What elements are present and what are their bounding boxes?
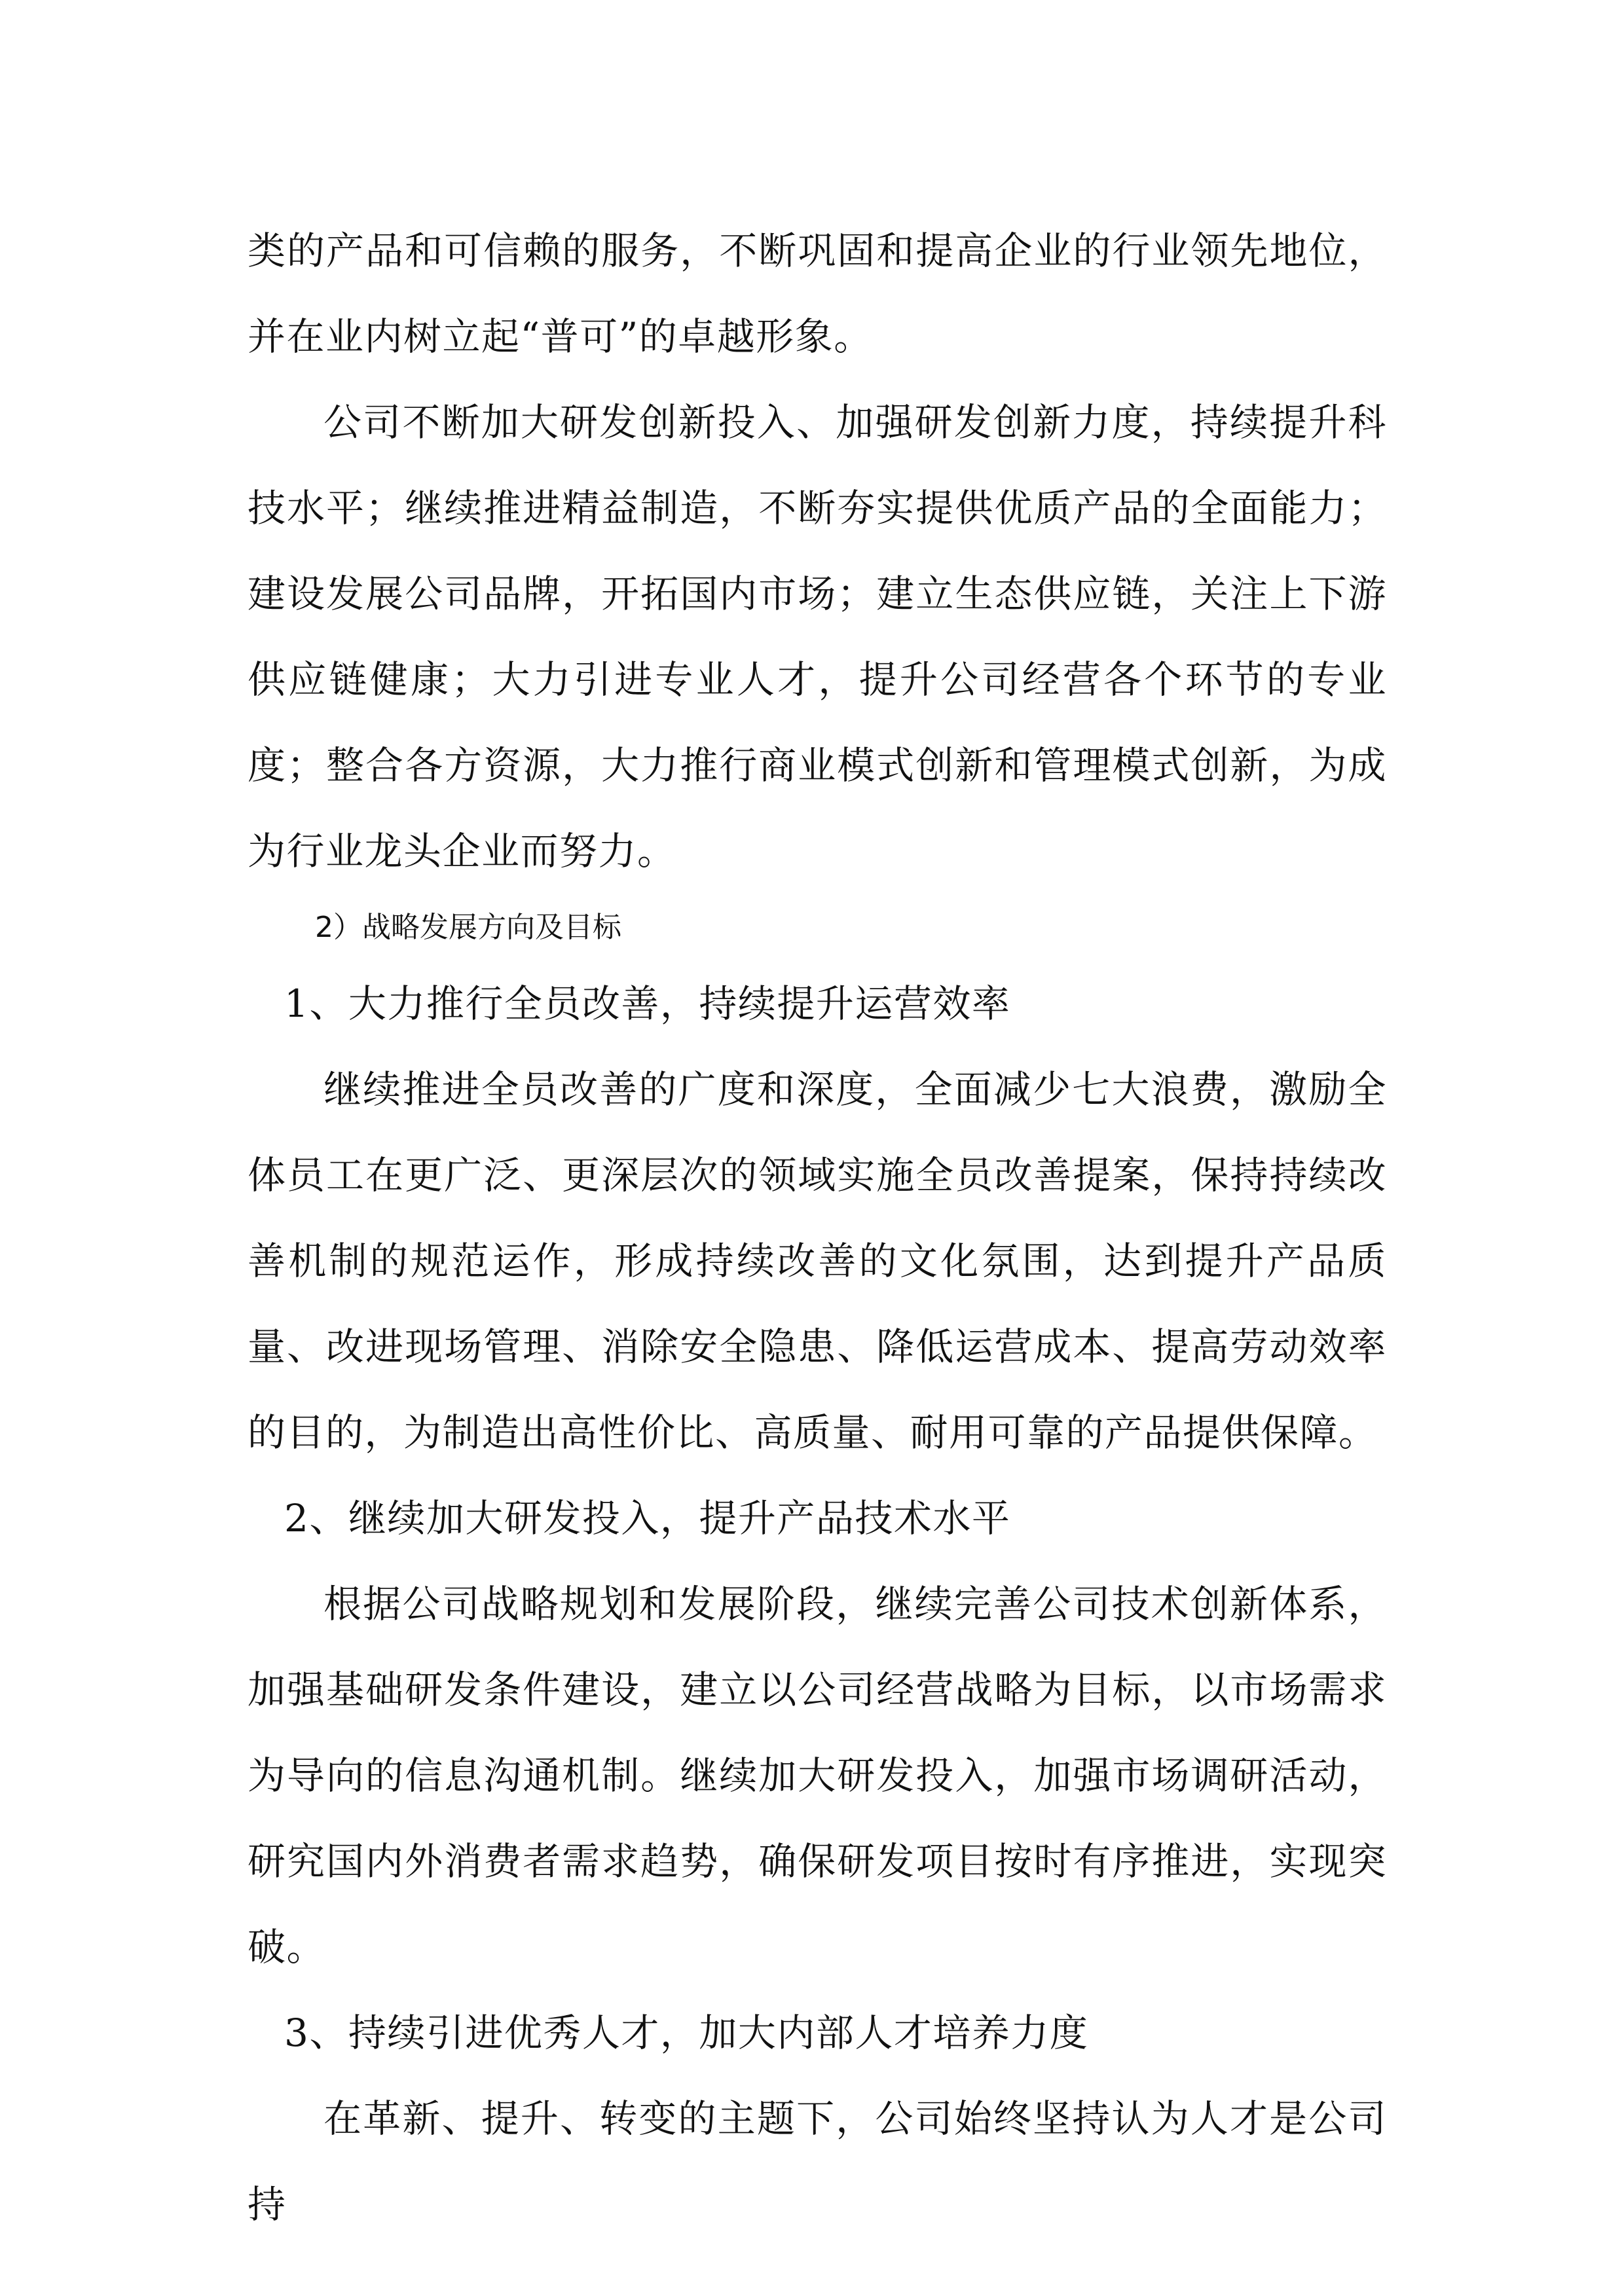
- section-subheading: 2）战略发展方向及目标: [315, 911, 621, 944]
- item-heading-2: 2、继续加大研发投入，提升产品技术水平: [284, 1496, 1011, 1540]
- paragraph-company-strategy: 公司不断加大研发创新投入、加强研发创新力度，持续提升科技水平；继续推进精益制造，不断夯实提供优质产品的全面能力；建设发展公司品牌，开拓国内市场；建立生态供应链，关注上下游供应链健康；大力引进专业人才，提升公司经营各个环节的专业度；整合各方资源，大力推行商业模式创新和管理模式创新，为成为行业龙头企业而努力。: [248, 400, 1387, 873]
- paragraph-item-2: 根据公司战略规划和发展阶段，继续完善公司技术创新体系，加强基础研发条件建设，建立以公司经营战略为目标，以市场需求为导向的信息沟通机制。继续加大研发投入，加强市场调研活动，研究国内外消费者需求趋势，确保研发项目按时有序推进，实现突破。: [248, 1582, 1387, 1969]
- item-heading-3: 3、持续引进优秀人才，加大内部人才培养力度: [284, 2011, 1089, 2055]
- paragraph-continuation: 类的产品和可信赖的服务，不断巩固和提高企业的行业领先地位，并在业内树立起“普可”的卓越形象。: [248, 228, 1387, 359]
- paragraph-item-3: 在革新、提升、转变的主题下，公司始终坚持认为人才是公司持: [248, 2096, 1387, 2227]
- document-body: [248, 208, 1387, 2248]
- item-heading-1: 1、大力推行全员改善，持续提升运营效率: [284, 981, 1011, 1026]
- paragraph-item-1: 继续推进全员改善的广度和深度，全面减少七大浪费，激励全体员工在更广泛、更深层次的领域实施全员改善提案，保持持续改善机制的规范运作，形成持续改善的文化氛围，达到提升产品质量、改进现场管理、消除安全隐患、降低运营成本、提高劳动效率的目的，为制造出高性价比、高质量、耐用可靠的产品提供保障。: [248, 1067, 1387, 1455]
